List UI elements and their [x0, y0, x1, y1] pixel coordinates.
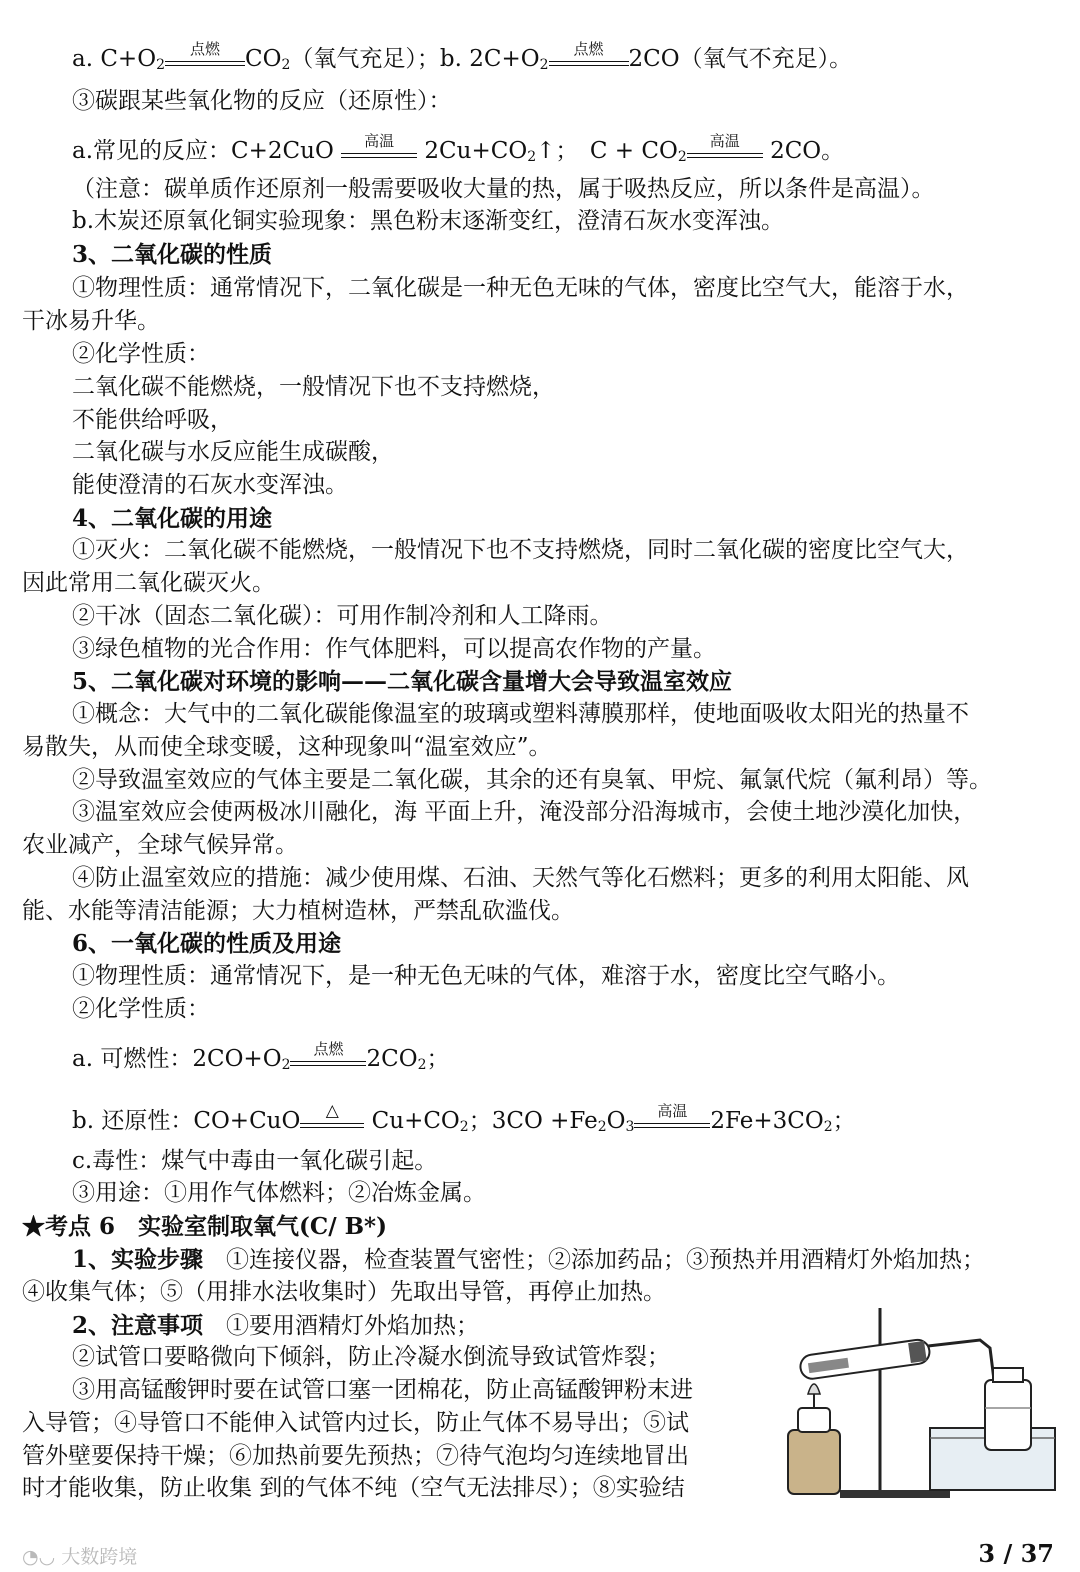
text-line-steps — [72, 1248, 985, 1272]
eq-text: ；3CO +Fe — [468, 1108, 598, 1134]
section-heading: 4、二氧化碳的用途 — [72, 505, 273, 532]
eq-text: 2CO。 — [770, 138, 845, 164]
text-line: ③绿色植物的光合作用：作气体肥料，可以提高农作物的产量。 — [72, 636, 716, 662]
text-line: ②化学性质： — [72, 996, 210, 1022]
reaction-condition-heat — [300, 1101, 364, 1128]
subsection-heading: 2、注意事项 — [72, 1312, 204, 1339]
subscript: 2 — [459, 1119, 469, 1135]
text-line: 因此常用二氧化碳灭火。 — [22, 570, 275, 596]
eq-text: 2CO — [366, 1046, 418, 1072]
reaction-condition-ignite — [290, 1040, 366, 1066]
eq-text: O — [606, 1108, 626, 1134]
watermark-icon: ◔◡ — [22, 1546, 56, 1568]
text-line: 能、水能等清洁能源；大力植树造林，严禁乱砍滥伐。 — [22, 898, 574, 924]
text-line: c.毒性：煤气中毒由一氧化碳引起。 — [72, 1148, 438, 1174]
text-line: ④收集气体；⑤（用排水法收集时）先取出导管，再停止加热。 — [22, 1279, 666, 1305]
section-heading: 5、二氧化碳对环境的影响——二氧化碳含量增大会导致温室效应 — [72, 668, 733, 695]
text-line: 时才能收集，防止收集 到的气体不纯（空气无法排尽）；⑧实验结 — [22, 1475, 685, 1501]
eq-text: a. C+O — [72, 46, 157, 72]
text-line: ①物理性质：通常情况下，是一种无色无味的气体，难溶于水，密度比空气略小。 — [72, 963, 900, 989]
subscript: 2 — [539, 57, 549, 73]
text-line: ②导致温室效应的气体主要是二氧化碳，其余的还有臭氧、甲烷、氟氯代烷（氟利昂）等。 — [72, 767, 992, 793]
text-span: ①要用酒精灯外焰加热； — [226, 1313, 480, 1339]
subscript: 3 — [625, 1119, 635, 1135]
text-line: 干冰易升华。 — [22, 308, 160, 334]
section-heading: 3、二氧化碳的性质 — [72, 241, 273, 268]
eq-text: b. 还原性：CO+CuO — [72, 1108, 301, 1134]
eq-text: CO — [244, 46, 282, 72]
text-line: ②化学性质： — [72, 341, 210, 367]
oxygen-apparatus-figure — [780, 1298, 1060, 1510]
text-line: 二氧化碳不能燃烧，一般情况下也不支持燃烧， — [72, 374, 555, 400]
key-point-heading: ★考点 6 实验室制取氧气(C/ B*) — [22, 1213, 387, 1240]
text-line: 农业减产，全球气候异常。 — [22, 832, 298, 858]
text-line-notes — [72, 1314, 479, 1338]
eq-text: a. 可燃性：2CO+O — [72, 1046, 282, 1072]
text-line: ③碳跟某些氧化物的反应（还原性）： — [72, 88, 452, 114]
eq-text: 2Cu+CO — [424, 138, 528, 164]
text-line: b.木炭还原氧化铜实验现象：黑色粉末逐渐变红，澄清石灰水变浑浊。 — [72, 208, 785, 234]
condition-label: 点燃 — [573, 40, 604, 58]
condition-label: 点燃 — [313, 1040, 344, 1058]
text-line: 二氧化碳与水反应能生成碳酸， — [72, 439, 394, 465]
text-span: ①连接仪器，检查装置气密性；②添加药品；③预热并用酒精灯外焰加热； — [226, 1247, 986, 1273]
section-heading: 6、一氧化碳的性质及用途 — [72, 930, 342, 957]
subscript: 2 — [281, 57, 291, 73]
text-line: ②干冰（固态二氧化碳）：可用作制冷剂和人工降雨。 — [72, 603, 613, 629]
equation-carbon-reduction — [72, 132, 845, 165]
reaction-condition-high-temp — [341, 132, 417, 158]
text-line: ①灭火：二氧化碳不能燃烧，一般情况下也不支持燃烧，同时二氧化碳的密度比空气大， — [72, 537, 969, 563]
subscript: 2 — [677, 149, 687, 165]
text-line: （注意：碳单质作还原剂一般需要吸收大量的热，属于吸热反应，所以条件是高温）。 — [72, 176, 935, 202]
condition-label: 高温 — [657, 1102, 688, 1120]
watermark-logo — [22, 1542, 137, 1569]
condition-label: 高温 — [364, 132, 395, 150]
condition-label: 高温 — [709, 132, 740, 150]
eq-text: Cu+CO — [371, 1108, 460, 1134]
reaction-condition-ignite — [549, 40, 629, 66]
equation-co-combustion — [72, 1040, 450, 1073]
text-line: ①概念：大气中的二氧化碳能像温室的玻璃或塑料薄膜那样，使地面吸收太阳光的热量不 — [72, 701, 969, 727]
subscript: 2 — [597, 1119, 607, 1135]
reaction-condition-ignite — [165, 40, 245, 66]
text-line: 入导管；④导管口不能伸入试管内过长，防止气体不易导出；⑤试 — [22, 1410, 689, 1436]
eq-text: a.常见的反应：C+2CuO — [72, 138, 334, 164]
subscript: 2 — [156, 57, 165, 73]
text-line: 易散失，从而使全球变暖，这种现象叫“温室效应”。 — [22, 734, 552, 760]
subscript: 2 — [527, 149, 537, 165]
text-line: ③用途：①用作气体燃料；②冶炼金属。 — [72, 1180, 486, 1206]
eq-text: 2Fe+3CO — [710, 1108, 824, 1134]
text-line: ③温室效应会使两极冰川融化，海 平面上升，淹没部分沿海城市，会使土地沙漠化加快， — [72, 799, 977, 825]
heat-symbol: △ — [325, 1101, 339, 1121]
text-line: ①物理性质：通常情况下，二氧化碳是一种无色无味的气体，密度比空气大，能溶于水， — [72, 275, 969, 301]
condition-label: 点燃 — [189, 40, 220, 58]
eq-text: ； — [426, 1046, 450, 1072]
text-line: ③用高锰酸钾时要在试管口塞一团棉花，防止高锰酸钾粉末进 — [72, 1377, 693, 1403]
eq-text: ↑； C + CO — [536, 138, 678, 164]
text-line: 不能供给呼吸， — [72, 407, 233, 433]
reaction-condition-high-temp — [687, 132, 763, 158]
equation-co-reduction — [72, 1101, 856, 1135]
eq-text: ； — [832, 1108, 856, 1134]
text-line: ④防止温室效应的措施：减少使用煤、石油、天然气等化石燃料；更多的利用太阳能、风 — [72, 865, 969, 891]
eq-text: （氧气充足）；b. 2C+O — [290, 46, 540, 72]
subsection-heading: 1、实验步骤 — [72, 1246, 204, 1273]
text-line: ②试管口要略微向下倾斜，防止冷凝水倒流导致试管炸裂； — [72, 1344, 670, 1370]
subscript: 2 — [281, 1057, 291, 1073]
eq-text: 2CO（氧气不充足）。 — [628, 46, 853, 72]
text-line: 管外壁要保持干燥；⑥加热前要先预热；⑦待气泡均匀连续地冒出 — [22, 1443, 689, 1469]
text-line: 能使澄清的石灰水变浑浊。 — [72, 472, 348, 498]
page-number: 3 / 37 — [978, 1539, 1054, 1568]
reaction-condition-high-temp — [634, 1102, 710, 1128]
equation-carbon-oxygen — [72, 40, 853, 73]
watermark-text: 大数跨境 — [61, 1546, 138, 1568]
subscript: 2 — [823, 1119, 833, 1135]
subscript: 2 — [417, 1057, 427, 1073]
